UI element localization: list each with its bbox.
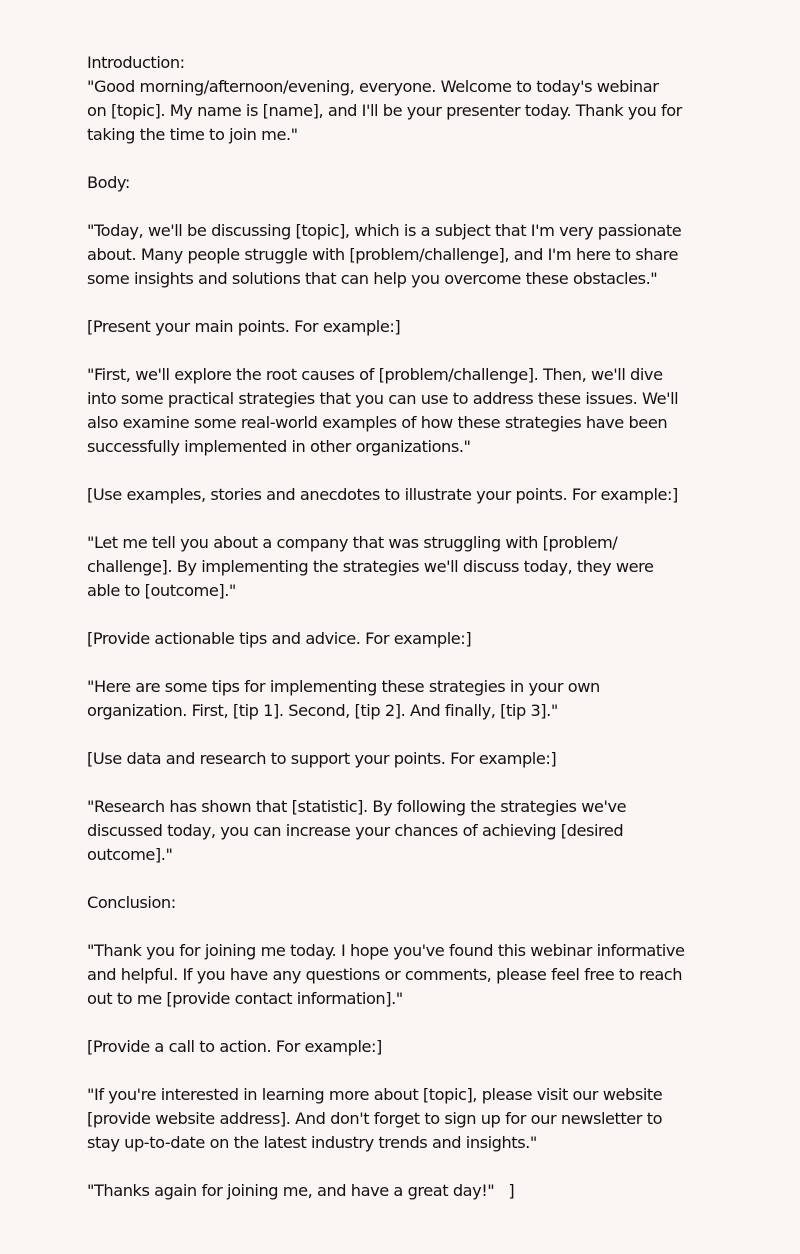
- text-line: taking the time to join me.": [87, 125, 298, 144]
- paragraph: [87, 483, 747, 507]
- paragraph-gap: [87, 1059, 747, 1083]
- paragraph-gap: [87, 1155, 747, 1179]
- text-line: into some practical strategies that you can use to address these issues. We'll: [87, 389, 679, 408]
- text-line: [Use data and research to support your points. For example:]: [87, 749, 557, 768]
- paragraph: [87, 1179, 747, 1203]
- paragraph-gap: [87, 1011, 747, 1035]
- text-line: "First, we'll explore the root causes of [problem/challenge]. Then, we'll dive: [87, 365, 663, 384]
- text-line: [Provide a call to action. For example:]: [87, 1037, 382, 1056]
- paragraph: [87, 891, 747, 915]
- text-line: [Provide actionable tips and advice. For example:]: [87, 629, 472, 648]
- text-line: about. Many people struggle with [problem/challenge], and I'm here to share: [87, 245, 678, 264]
- paragraph-gap: [87, 603, 747, 627]
- paragraph: [87, 1083, 747, 1155]
- paragraph-gap: [87, 915, 747, 939]
- text-line: "Today, we'll be discussing [topic], which is a subject that I'm very passionate: [87, 221, 682, 240]
- text-line: "Good morning/afternoon/evening, everyone. Welcome to today's webinar: [87, 77, 659, 96]
- text-line: discussed today, you can increase your chances of achieving [desired: [87, 821, 624, 840]
- text-line: and helpful. If you have any questions or comments, please feel free to reach: [87, 965, 683, 984]
- text-line: "Thanks again for joining me, and have a great day!" ]: [87, 1181, 515, 1200]
- paragraph: [87, 1035, 747, 1059]
- paragraph: [87, 795, 747, 867]
- paragraph-gap: [87, 339, 747, 363]
- paragraph-gap: [87, 459, 747, 483]
- text-line: challenge]. By implementing the strategies we'll discuss today, they were: [87, 557, 654, 576]
- document-body: [87, 51, 747, 1203]
- paragraph: [87, 171, 747, 195]
- text-line: "If you're interested in learning more about [topic], please visit our website: [87, 1085, 663, 1104]
- paragraph-gap: [87, 195, 747, 219]
- paragraph: [87, 315, 747, 339]
- paragraph: [87, 531, 747, 603]
- paragraph-gap: [87, 867, 747, 891]
- paragraph-gap: [87, 507, 747, 531]
- paragraph: [87, 363, 747, 459]
- text-line: [provide website address]. And don't forget to sign up for our newsletter to: [87, 1109, 663, 1128]
- text-line: "Here are some tips for implementing these strategies in your own: [87, 677, 600, 696]
- paragraph: [87, 939, 747, 1011]
- paragraph: [87, 675, 747, 723]
- text-line: able to [outcome].": [87, 581, 236, 600]
- paragraph-gap: [87, 723, 747, 747]
- text-line: "Research has shown that [statistic]. By following the strategies we've: [87, 797, 627, 816]
- text-line: [Use examples, stories and anecdotes to illustrate your points. For example:]: [87, 485, 678, 504]
- text-line: "Let me tell you about a company that was struggling with [problem/: [87, 533, 618, 552]
- paragraph: [87, 51, 747, 147]
- text-line: Conclusion:: [87, 893, 176, 912]
- text-line: out to me [provide contact information].": [87, 989, 403, 1008]
- text-line: "Thank you for joining me today. I hope you've found this webinar informative: [87, 941, 685, 960]
- text-line: some insights and solutions that can help you overcome these obstacles.": [87, 269, 658, 288]
- paragraph-gap: [87, 147, 747, 171]
- paragraph-gap: [87, 771, 747, 795]
- text-line: Body:: [87, 173, 130, 192]
- paragraph: [87, 627, 747, 651]
- text-line: stay up-to-date on the latest industry trends and insights.": [87, 1133, 537, 1152]
- paragraph: [87, 747, 747, 771]
- text-line: outcome].": [87, 845, 173, 864]
- text-line: on [topic]. My name is [name], and I'll be your presenter today. Thank you for: [87, 101, 682, 120]
- text-line: successfully implemented in other organizations.": [87, 437, 471, 456]
- text-line: Introduction:: [87, 53, 185, 72]
- text-line: [Present your main points. For example:]: [87, 317, 401, 336]
- text-line: also examine some real-world examples of how these strategies have been: [87, 413, 668, 432]
- paragraph-gap: [87, 291, 747, 315]
- paragraph-gap: [87, 651, 747, 675]
- text-line: organization. First, [tip 1]. Second, [tip 2]. And finally, [tip 3].": [87, 701, 558, 720]
- paragraph: [87, 219, 747, 291]
